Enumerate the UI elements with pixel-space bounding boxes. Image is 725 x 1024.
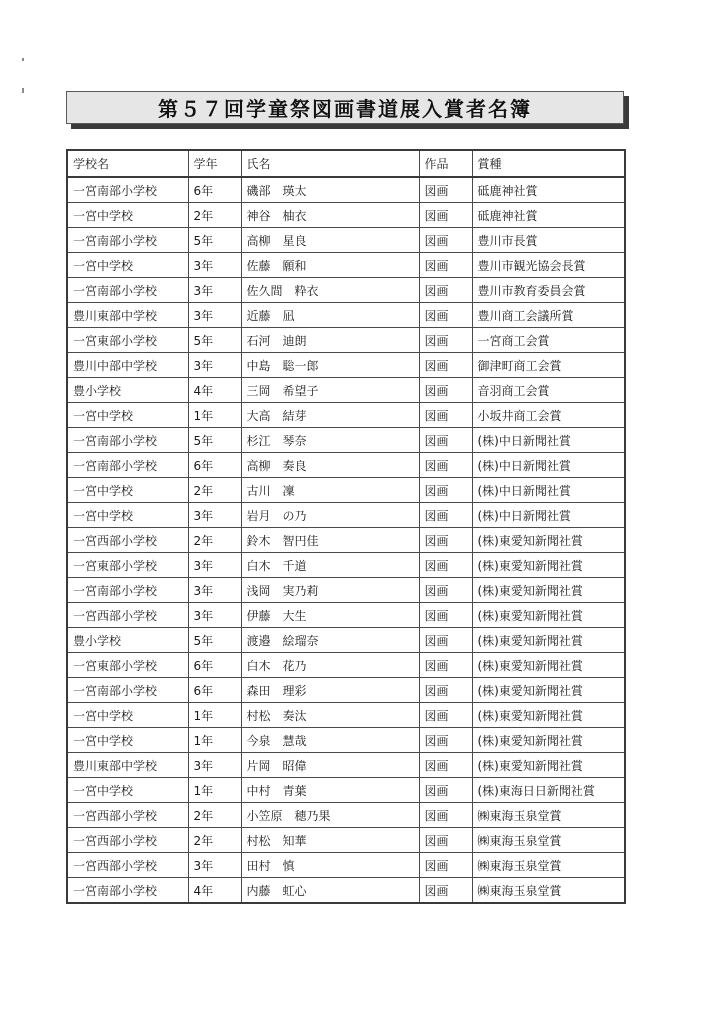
cell-work: 図画	[419, 253, 472, 278]
cell-grade: 4年	[188, 878, 241, 904]
cell-award: (株)東愛知新聞社賞	[472, 753, 625, 778]
cell-work: 図画	[419, 803, 472, 828]
cell-work: 図画	[419, 177, 472, 203]
cell-work: 図画	[419, 353, 472, 378]
cell-school: 一宮中学校	[67, 203, 188, 228]
cell-work: 図画	[419, 328, 472, 353]
cell-name: 三岡 希望子	[241, 378, 419, 403]
cell-name: 高柳 奏良	[241, 453, 419, 478]
cell-work: 図画	[419, 303, 472, 328]
cell-grade: 3年	[188, 553, 241, 578]
cell-grade: 3年	[188, 853, 241, 878]
cell-grade: 3年	[188, 578, 241, 603]
table-row	[67, 303, 625, 328]
cell-work: 図画	[419, 878, 472, 904]
cell-award: 豊川市観光協会長賞	[472, 253, 625, 278]
cell-award: (株)中日新聞社賞	[472, 503, 625, 528]
cell-name: 今泉 慧哉	[241, 728, 419, 753]
cell-grade: 1年	[188, 703, 241, 728]
header-work: 作品	[419, 150, 472, 177]
cell-school: 豊小学校	[67, 378, 188, 403]
table-row	[67, 253, 625, 278]
table-row	[67, 528, 625, 553]
cell-grade: 2年	[188, 828, 241, 853]
cell-name: 片岡 昭偉	[241, 753, 419, 778]
cell-work: 図画	[419, 478, 472, 503]
table-row	[67, 378, 625, 403]
cell-award: (株)東愛知新聞社賞	[472, 653, 625, 678]
cell-work: 図画	[419, 628, 472, 653]
table-row	[67, 428, 625, 453]
cell-award: (株)東愛知新聞社賞	[472, 628, 625, 653]
cell-school: 一宮東部小学校	[67, 653, 188, 678]
cell-work: 図画	[419, 828, 472, 853]
cell-award: (株)東愛知新聞社賞	[472, 528, 625, 553]
cell-award: 小坂井商工会賞	[472, 403, 625, 428]
cell-name: 中島 聡一郎	[241, 353, 419, 378]
cell-award: 一宮商工会賞	[472, 328, 625, 353]
cell-work: 図画	[419, 528, 472, 553]
table-row	[67, 853, 625, 878]
cell-name: 磯部 瑛太	[241, 177, 419, 203]
cell-grade: 1年	[188, 778, 241, 803]
cell-name: 神谷 柚衣	[241, 203, 419, 228]
cell-work: 図画	[419, 228, 472, 253]
table-row	[67, 478, 625, 503]
table-body	[67, 177, 625, 903]
cell-school: 一宮中学校	[67, 503, 188, 528]
cell-grade: 6年	[188, 653, 241, 678]
header-award: 賞種	[472, 150, 625, 177]
cell-grade: 2年	[188, 203, 241, 228]
table-row	[67, 177, 625, 203]
cell-school: 豊川東部中学校	[67, 303, 188, 328]
cell-award: 砥鹿神社賞	[472, 203, 625, 228]
cell-grade: 3年	[188, 303, 241, 328]
cell-grade: 2年	[188, 478, 241, 503]
table-row	[67, 703, 625, 728]
cell-award: (株)東愛知新聞社賞	[472, 603, 625, 628]
scan-mark	[22, 88, 24, 93]
cell-work: 図画	[419, 428, 472, 453]
cell-award: (株)中日新聞社賞	[472, 478, 625, 503]
cell-school: 一宮西部小学校	[67, 803, 188, 828]
cell-work: 図画	[419, 503, 472, 528]
cell-award: (株)中日新聞社賞	[472, 453, 625, 478]
cell-name: 石河 迪朗	[241, 328, 419, 353]
cell-award: (株)東愛知新聞社賞	[472, 553, 625, 578]
cell-name: 岩月 の乃	[241, 503, 419, 528]
cell-school: 一宮西部小学校	[67, 603, 188, 628]
cell-grade: 6年	[188, 177, 241, 203]
cell-name: 高柳 星良	[241, 228, 419, 253]
cell-award: (株)東愛知新聞社賞	[472, 703, 625, 728]
cell-name: 渡邉 絵瑠奈	[241, 628, 419, 653]
table-row	[67, 578, 625, 603]
table-row	[67, 803, 625, 828]
table-row	[67, 878, 625, 904]
cell-school: 一宮南部小学校	[67, 278, 188, 303]
header-row	[67, 150, 625, 177]
cell-school: 一宮南部小学校	[67, 578, 188, 603]
cell-grade: 6年	[188, 678, 241, 703]
cell-name: 古川 凜	[241, 478, 419, 503]
cell-work: 図画	[419, 203, 472, 228]
cell-work: 図画	[419, 753, 472, 778]
cell-school: 一宮南部小学校	[67, 878, 188, 904]
cell-grade: 3年	[188, 603, 241, 628]
cell-name: 白木 千道	[241, 553, 419, 578]
cell-school: 豊川東部中学校	[67, 753, 188, 778]
cell-award: (株)東愛知新聞社賞	[472, 578, 625, 603]
cell-award: ㈱東海玉泉堂賞	[472, 803, 625, 828]
page-title: 第５７回学童祭図画書道展入賞者名簿	[158, 97, 532, 121]
cell-grade: 3年	[188, 503, 241, 528]
cell-school: 一宮中学校	[67, 253, 188, 278]
cell-award: 豊川市教育委員会賞	[472, 278, 625, 303]
cell-work: 図画	[419, 853, 472, 878]
header-name: 氏名	[241, 150, 419, 177]
table-row	[67, 353, 625, 378]
cell-school: 一宮中学校	[67, 728, 188, 753]
table-row	[67, 678, 625, 703]
cell-school: 一宮南部小学校	[67, 453, 188, 478]
cell-name: 森田 理彩	[241, 678, 419, 703]
cell-work: 図画	[419, 653, 472, 678]
cell-grade: 3年	[188, 353, 241, 378]
cell-grade: 4年	[188, 378, 241, 403]
cell-work: 図画	[419, 378, 472, 403]
cell-award: ㈱東海玉泉堂賞	[472, 828, 625, 853]
cell-award: ㈱東海玉泉堂賞	[472, 853, 625, 878]
cell-grade: 2年	[188, 803, 241, 828]
table-row	[67, 203, 625, 228]
cell-name: 佐久間 粋衣	[241, 278, 419, 303]
cell-name: 杉江 琴奈	[241, 428, 419, 453]
cell-grade: 1年	[188, 403, 241, 428]
table-header	[67, 150, 625, 177]
cell-school: 一宮中学校	[67, 778, 188, 803]
cell-award: (株)東愛知新聞社賞	[472, 728, 625, 753]
cell-name: 浅岡 実乃莉	[241, 578, 419, 603]
cell-grade: 3年	[188, 753, 241, 778]
table-row	[67, 628, 625, 653]
cell-school: 一宮南部小学校	[67, 228, 188, 253]
cell-school: 一宮南部小学校	[67, 678, 188, 703]
cell-work: 図画	[419, 578, 472, 603]
table-row	[67, 653, 625, 678]
cell-grade: 3年	[188, 253, 241, 278]
cell-grade: 6年	[188, 453, 241, 478]
cell-name: 大高 結芽	[241, 403, 419, 428]
winners-table	[66, 149, 626, 904]
cell-school: 一宮中学校	[67, 703, 188, 728]
cell-grade: 1年	[188, 728, 241, 753]
table-row	[67, 278, 625, 303]
cell-award: ㈱東海玉泉堂賞	[472, 878, 625, 904]
title-banner	[66, 91, 624, 124]
table-row	[67, 778, 625, 803]
cell-work: 図画	[419, 678, 472, 703]
cell-award: 音羽商工会賞	[472, 378, 625, 403]
table-row	[67, 228, 625, 253]
cell-grade: 3年	[188, 278, 241, 303]
cell-name: 内藤 虹心	[241, 878, 419, 904]
cell-grade: 5年	[188, 428, 241, 453]
cell-name: 佐藤 願和	[241, 253, 419, 278]
scan-mark	[22, 58, 24, 61]
cell-work: 図画	[419, 403, 472, 428]
cell-grade: 2年	[188, 528, 241, 553]
table-row	[67, 403, 625, 428]
cell-school: 一宮南部小学校	[67, 428, 188, 453]
cell-school: 豊川中部中学校	[67, 353, 188, 378]
table-row	[67, 728, 625, 753]
cell-award: 砥鹿神社賞	[472, 177, 625, 203]
table-row	[67, 553, 625, 578]
cell-school: 一宮東部小学校	[67, 328, 188, 353]
cell-name: 田村 慎	[241, 853, 419, 878]
table-row	[67, 753, 625, 778]
table-row	[67, 828, 625, 853]
cell-award: (株)東愛知新聞社賞	[472, 678, 625, 703]
table-row	[67, 503, 625, 528]
cell-name: 小笠原 穂乃果	[241, 803, 419, 828]
cell-school: 一宮東部小学校	[67, 553, 188, 578]
cell-school: 一宮西部小学校	[67, 853, 188, 878]
cell-school: 豊小学校	[67, 628, 188, 653]
cell-school: 一宮西部小学校	[67, 828, 188, 853]
cell-award: 御津町商工会賞	[472, 353, 625, 378]
cell-work: 図画	[419, 453, 472, 478]
cell-school: 一宮中学校	[67, 478, 188, 503]
header-school: 学校名	[67, 150, 188, 177]
cell-work: 図画	[419, 603, 472, 628]
table-row	[67, 453, 625, 478]
table-row	[67, 328, 625, 353]
cell-name: 近藤 凪	[241, 303, 419, 328]
table-row	[67, 603, 625, 628]
cell-work: 図画	[419, 778, 472, 803]
cell-school: 一宮南部小学校	[67, 177, 188, 203]
cell-award: (株)東海日日新聞社賞	[472, 778, 625, 803]
cell-work: 図画	[419, 703, 472, 728]
cell-name: 村松 知華	[241, 828, 419, 853]
cell-work: 図画	[419, 278, 472, 303]
cell-name: 村松 奏汰	[241, 703, 419, 728]
cell-work: 図画	[419, 553, 472, 578]
cell-name: 伊藤 大生	[241, 603, 419, 628]
cell-work: 図画	[419, 728, 472, 753]
cell-school: 一宮中学校	[67, 403, 188, 428]
cell-name: 鈴木 智円佳	[241, 528, 419, 553]
cell-award: (株)中日新聞社賞	[472, 428, 625, 453]
cell-grade: 5年	[188, 228, 241, 253]
cell-school: 一宮西部小学校	[67, 528, 188, 553]
cell-name: 白木 花乃	[241, 653, 419, 678]
cell-award: 豊川商工会議所賞	[472, 303, 625, 328]
cell-grade: 5年	[188, 328, 241, 353]
header-grade: 学年	[188, 150, 241, 177]
cell-name: 中村 青葉	[241, 778, 419, 803]
cell-grade: 5年	[188, 628, 241, 653]
cell-award: 豊川市長賞	[472, 228, 625, 253]
